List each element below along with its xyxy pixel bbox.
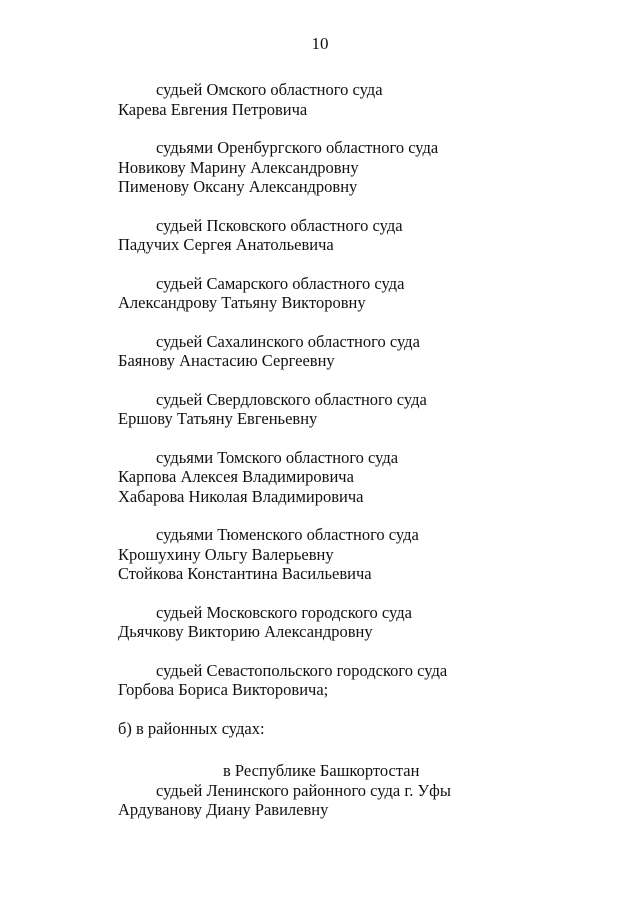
court-line: судьей Севастопольского городского суда	[156, 660, 448, 680]
appointment-block	[118, 332, 598, 371]
person-name: Ардуванову Диану Равилевну	[118, 800, 329, 819]
court-line: судьей Московского городского суда	[156, 602, 412, 622]
court-line: судьей Сахалинского областного суда	[156, 331, 420, 351]
person-name: Стойкова Константина Васильевича	[118, 564, 372, 583]
person-name: Крошухину Ольгу Валерьевну	[118, 544, 334, 564]
appointment-block	[118, 274, 598, 313]
person-name: Александрову Татьяну Викторовну	[118, 293, 366, 312]
appointment-block	[118, 390, 598, 429]
person-name: Падучих Сергея Анатольевича	[118, 235, 334, 254]
person-name: Хабарова Николая Владимировича	[118, 486, 364, 506]
appointment-block	[118, 525, 598, 584]
person-name: Дьячкову Викторию Александровну	[118, 622, 373, 641]
person-name: Ершову Татьяну Евгеньевну	[118, 409, 318, 428]
person-name: Горбова Бориса Викторовича;	[118, 680, 329, 699]
court-line: судьями Томского областного суда	[156, 447, 399, 467]
appointment-block	[118, 216, 598, 255]
person-name: Новикову Марину Александровну	[118, 157, 359, 177]
court-line: судьей Омского областного суда	[156, 80, 383, 99]
region-line: в Республике Башкортостан	[223, 761, 420, 780]
person-name: Карпова Алексея Владимировича	[118, 467, 354, 486]
appointment-block	[118, 603, 598, 642]
court-line: судьями Оренбургского областного суда	[156, 138, 439, 157]
page-number: 10	[311, 34, 329, 53]
appointment-block	[118, 80, 598, 119]
person-name: Баянову Анастасию Сергеевну	[118, 351, 335, 370]
court-line: судьей Ленинского районного суда г. Уфы	[156, 780, 451, 800]
court-line: судьями Тюменского областного суда	[156, 525, 419, 544]
court-line: судьей Псковского областного суда	[156, 215, 403, 235]
person-name: Пименову Оксану Александровну	[118, 177, 358, 196]
appointment-block	[118, 761, 598, 820]
appointment-block	[118, 138, 598, 197]
appointment-block	[118, 661, 598, 700]
document-body	[118, 80, 598, 839]
court-line: судьей Свердловского областного суда	[156, 389, 427, 409]
court-line: судьей Самарского областного суда	[156, 273, 405, 293]
appointment-block	[118, 448, 598, 507]
section-b-heading: б) в районных судах:	[118, 718, 265, 738]
person-name: Карева Евгения Петровича	[118, 99, 308, 119]
